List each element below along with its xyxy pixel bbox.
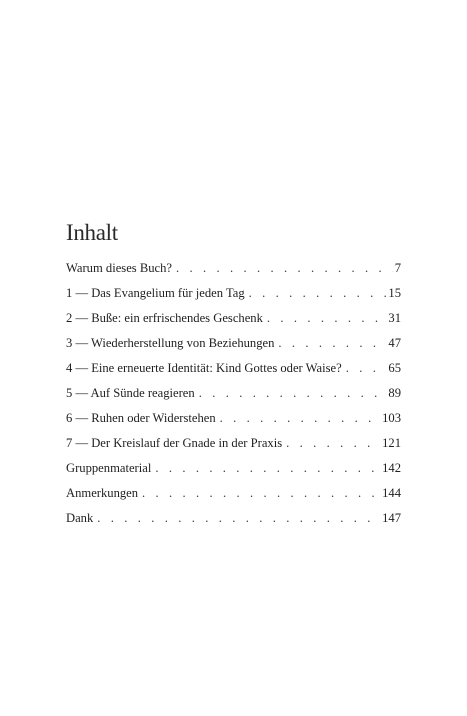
dot-leader bbox=[278, 336, 386, 351]
dot-leader bbox=[176, 261, 393, 276]
toc-entry-label: Warum dieses Buch? bbox=[66, 261, 173, 275]
dot-leader bbox=[346, 361, 387, 376]
toc-entry-page: 144 bbox=[382, 486, 401, 500]
toc-entry-page: 15 bbox=[388, 286, 401, 300]
dot-leader bbox=[155, 461, 380, 476]
dot-leader bbox=[220, 411, 380, 426]
toc-entry-label: 6 — Ruhen oder Widerstehen bbox=[66, 411, 216, 425]
toc-entry[interactable] bbox=[66, 336, 401, 361]
toc-entry-label: 5 — Auf Sünde reagieren bbox=[66, 386, 195, 400]
dot-leader bbox=[199, 386, 387, 401]
toc-entry[interactable] bbox=[66, 311, 401, 336]
toc-entry-page: 121 bbox=[382, 436, 401, 450]
toc-entry[interactable] bbox=[66, 361, 401, 386]
toc-entry[interactable] bbox=[66, 386, 401, 411]
toc-entry-label: 4 — Eine erneuerte Identität: Kind Gottes oder Waise? bbox=[66, 361, 342, 375]
dot-leader bbox=[267, 311, 387, 326]
toc-entry[interactable] bbox=[66, 436, 401, 461]
toc-entry-page: 89 bbox=[388, 386, 401, 400]
toc-entry-label: 3 — Wiederherstellung von Beziehungen bbox=[66, 336, 275, 350]
toc-entry-label: 1 — Das Evangelium für jeden Tag bbox=[66, 286, 245, 300]
dot-leader bbox=[249, 286, 387, 301]
dot-leader bbox=[142, 486, 380, 501]
toc-entry[interactable] bbox=[66, 486, 401, 511]
toc-entry[interactable] bbox=[66, 461, 401, 486]
toc-entry[interactable] bbox=[66, 286, 401, 311]
toc-entry-page: 147 bbox=[382, 511, 401, 525]
toc-entry-page: 142 bbox=[382, 461, 401, 475]
toc-entry-page: 7 bbox=[394, 261, 401, 275]
toc-entry-label: Dank bbox=[66, 511, 94, 525]
toc-entry-page: 31 bbox=[388, 311, 401, 325]
toc-entry-label: 2 — Buße: ein erfrischendes Geschenk bbox=[66, 311, 263, 325]
table-of-contents bbox=[66, 218, 401, 536]
toc-entry[interactable] bbox=[66, 511, 401, 536]
dot-leader bbox=[286, 436, 380, 451]
toc-entry[interactable] bbox=[66, 411, 401, 436]
toc-entry-label: Gruppenmaterial bbox=[66, 461, 152, 475]
toc-entry[interactable] bbox=[66, 261, 401, 286]
toc-entry-page: 47 bbox=[388, 336, 401, 350]
toc-entry-label: Anmerkungen bbox=[66, 486, 139, 500]
toc-list bbox=[66, 261, 401, 536]
dot-leader bbox=[97, 511, 380, 526]
toc-title: Inhalt bbox=[66, 220, 118, 245]
toc-entry-label: 7 — Der Kreislauf der Gnade in der Praxis bbox=[66, 436, 283, 450]
toc-entry-page: 103 bbox=[382, 411, 401, 425]
toc-entry-page: 65 bbox=[388, 361, 401, 375]
